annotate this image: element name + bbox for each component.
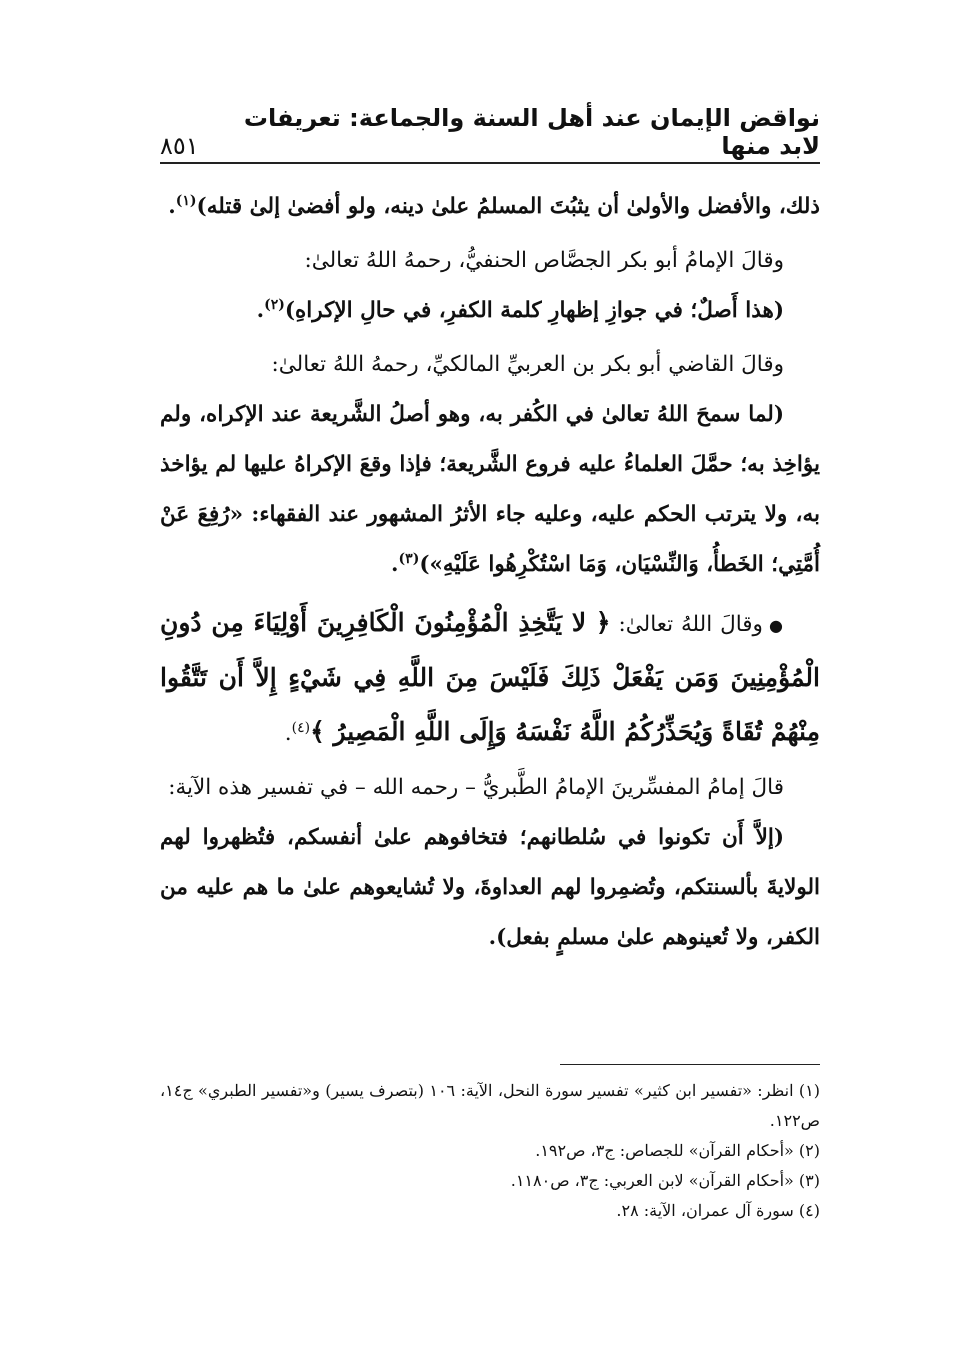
paragraph-3-text: (هذا أَصلٌ؛ في جوازِ إظهارِ كلمة الكفرِ، في حالِ الإكراهِ) [284, 298, 784, 323]
page-number: ٨٥١ [160, 132, 199, 160]
paragraph-5-text: (لما سمحَ اللهُ تعالىٰ في الكُفر به، وهو أصلُ الشَّريعة عند الإكراه، ولم يؤاخِذ به؛ حمَّلَ العلماءُ عليه فروع الشَّريعة؛ فإذا وقعَ الإكراهُ عليها لم يؤاخذ به، ولا يترتب الحكم عليه، وعليه جاء الأثرُ المشهور عند الفقهاء: «رُفِعَ عَنْ أُمَّتِي؛ الخَطأُ، وَالنِّسْيَان، وَمَا اسْتُكْرِهُوا عَلَيْهِ») [160, 402, 820, 577]
footnote-ref-2: (٢) [264, 296, 285, 313]
footnote-ref-1: (١) [175, 192, 197, 209]
paragraph-6-end: . [284, 721, 292, 746]
footnote-1: (١) انظر: «تفسير ابن كثير» تفسير سورة النحل، الآية: ١٠٦ (بتصرف يسير) و«تفسير الطبري» ج١٤، ص١٢٢. [160, 1081, 820, 1130]
paragraph-3 [160, 286, 820, 336]
bullet-icon: ● [768, 616, 784, 635]
paragraph-1-text: ذلك، والأفضل والأولىٰ أن يثبُتَ المسلمُ علىٰ دينه، ولو أفضىٰ إلىٰ قتله) [196, 194, 820, 219]
footnote-3: (٣) «أحكام القرآن» لابن العربي: ج٣، ص١١٨٠. [510, 1171, 820, 1190]
paragraph-1-end: . [168, 194, 176, 219]
footnote-4: (٤) سورة آل عمران، الآية: ٢٨. [616, 1201, 820, 1220]
main-text [160, 182, 820, 963]
paragraph-8-text: (إلاَّ أَن تكونوا في سُلطانهم؛ فتخافوهم علىٰ أنفسكم، فتُظهروا لهم الولايةَ بألسنتكم، وتُضمِروا لهم العداوةَ، ولا تُشايعوهم علىٰ ما هم عليه من الكفر، ولا تُعينوهم علىٰ مسلمٍ بفعل) [160, 825, 820, 950]
paragraph-7: قالَ إمامُ المفسِّرينَ الإمامُ الطَّبريُّ – رحمه الله – في تفسير هذه الآية: [168, 775, 784, 800]
paragraph-1 [160, 182, 820, 232]
page-header [160, 104, 820, 160]
paragraph-8-end: . [488, 925, 497, 950]
paragraph-2: وقالَ الإمامُ أبو بكر الجصَّاص الحنفيُّ، رحمهُ اللهُ تعالىٰ: [304, 248, 784, 273]
paragraph-8 [160, 813, 820, 963]
paragraph-5-end: . [391, 552, 399, 577]
quran-verse: ﴿ لا يَتَّخِذِ الْمُؤْمِنُونَ الْكَافِرِينَ أَوْلِيَاءَ مِن دُونِ الْمُؤْمِنِينَ وَمَن يَفْعَلْ ذَلِكَ فَلَيْسَ مِنَ اللَّهِ فِي شَيْءٍ إِلاَّ أَن تَتَّقُوا مِنْهُمْ تُقَاةً وَيُحَذِّرُكُمُ اللَّهُ نَفْسَهُ وَإِلَى اللَّهِ الْمَصِيرُ ﴾ [160, 608, 820, 746]
paragraph-4: وقالَ القاضي أبو بكر بن العربيِّ المالكيِّ، رحمهُ اللهُ تعالىٰ: [271, 352, 784, 377]
footnote-ref-3: (٣) [398, 550, 420, 567]
footnote-separator [560, 1064, 820, 1065]
footnotes [160, 1076, 820, 1226]
footnote-ref-4: (٤) [291, 719, 311, 736]
header-rule [160, 162, 820, 164]
paragraph-6 [160, 596, 820, 759]
paragraph-3-end: . [256, 298, 265, 323]
paragraph-6-intro: وقالَ اللهُ تعالىٰ: [618, 612, 763, 637]
paragraph-5 [160, 390, 820, 590]
running-title: نواقض الإيمان عند أهل السنة والجماعة: تعريفات لابد منها [243, 104, 820, 160]
footnote-2: (٢) «أحكام القرآن» للجصاص: ج٣، ص١٩٢. [535, 1141, 820, 1160]
